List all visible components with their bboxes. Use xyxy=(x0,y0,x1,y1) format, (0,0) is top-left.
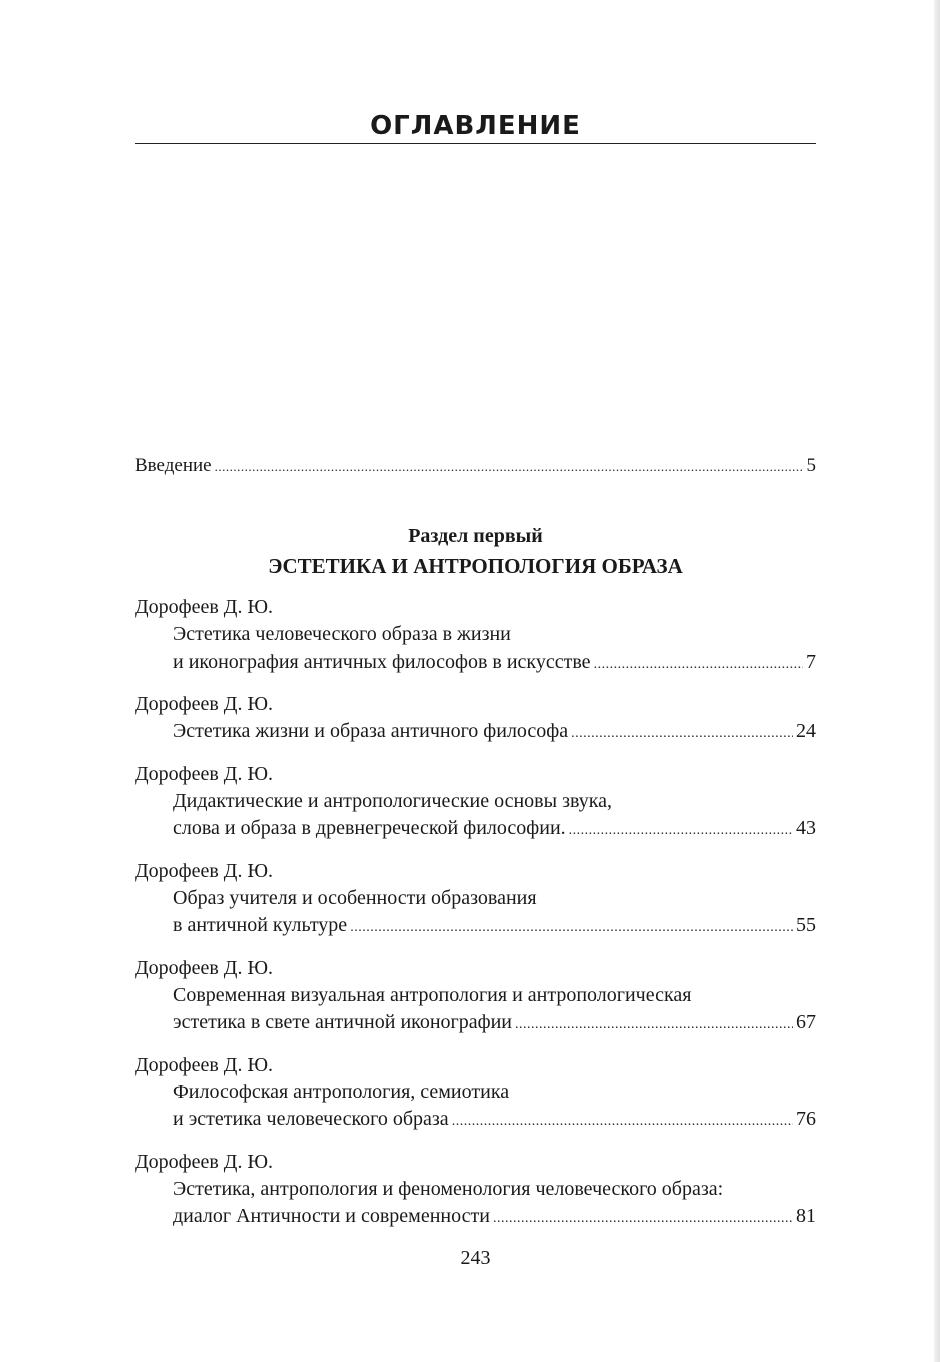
toc-entry xyxy=(135,593,816,678)
toc-author: Дорофеев Д. Ю. xyxy=(135,596,273,618)
toc-author: Дорофеев Д. Ю. xyxy=(135,693,273,715)
toc-author: Дорофеев Д. Ю. xyxy=(135,859,273,882)
toc-author: Дорофеев Д. Ю. xyxy=(135,1053,273,1076)
section-heading xyxy=(135,521,816,581)
toc-page-number: 24 xyxy=(796,720,816,742)
toc-title-text: слова и образа в древнегреческой философии. xyxy=(173,817,566,839)
toc-entry-title: Введение xyxy=(135,455,212,476)
toc-title-line: Эстетика, антропология и феноменология человеческого образа: xyxy=(173,1177,724,1200)
toc-title-text: и эстетика человеческого образа xyxy=(173,1108,449,1130)
toc-page-number: 43 xyxy=(796,817,816,839)
toc-page-number: 5 xyxy=(806,455,816,476)
leader-dots xyxy=(569,817,793,845)
toc-page-number: 81 xyxy=(796,1205,816,1227)
toc-title-text: диалог Античности и современности xyxy=(173,1205,490,1227)
toc-title-last-line xyxy=(135,815,816,845)
toc-title-last-line xyxy=(135,1203,816,1233)
toc-title-last-line xyxy=(135,1009,816,1039)
toc-author: Дорофеев Д. Ю. xyxy=(135,762,273,785)
toc-title-line: Дидактические и антропологические основы звука, xyxy=(173,789,613,812)
toc-title-line: Эстетика человеческого образа в жизни xyxy=(173,623,511,645)
toc-page-number: 55 xyxy=(796,914,816,936)
toc-entry xyxy=(135,954,816,1039)
toc-title-last-line xyxy=(135,718,816,748)
title-rule xyxy=(135,143,816,144)
toc-title-text: и иконография античных философов в искусстве xyxy=(173,650,591,673)
toc-page-number: 67 xyxy=(796,1011,816,1033)
page-number: 243 xyxy=(460,1247,491,1269)
section-title: ЭСТЕТИКА И АНТРОПОЛОГИЯ ОБРАЗА xyxy=(268,554,683,578)
toc-title-last-line xyxy=(135,912,816,942)
toc-title-line: Образ учителя и особенности образования xyxy=(173,886,537,909)
toc-title-line: Философская антропология, семиотика xyxy=(173,1080,510,1103)
toc-entries xyxy=(135,593,816,1245)
toc-page-number: 76 xyxy=(796,1108,816,1130)
leader-dots xyxy=(350,914,793,942)
toc-entry xyxy=(135,690,816,748)
toc-entry-intro xyxy=(135,452,816,481)
leader-dots xyxy=(515,1011,793,1039)
leader-dots xyxy=(571,720,793,748)
toc-title-last-line xyxy=(135,649,816,679)
page-edge xyxy=(934,0,940,1362)
toc-entry xyxy=(135,857,816,942)
toc-entry xyxy=(135,1148,816,1233)
toc-title-text: Эстетика жизни и образа античного философа xyxy=(173,720,569,742)
toc-page-number: 7 xyxy=(806,650,816,673)
toc-entry xyxy=(135,1051,816,1136)
toc-title-last-line xyxy=(135,1106,816,1136)
section-number: Раздел первый xyxy=(408,525,543,547)
toc-author: Дорофеев Д. Ю. xyxy=(135,1150,273,1173)
leader-dots xyxy=(594,651,803,679)
page-title: ОГЛАВЛЕНИЕ xyxy=(370,111,581,141)
toc-title-text: в античной культуре xyxy=(173,914,348,936)
leader-dots xyxy=(452,1108,793,1136)
toc-title-line: Современная визуальная антропология и антропологическая xyxy=(173,983,692,1006)
toc-author: Дорофеев Д. Ю. xyxy=(135,956,273,979)
leader-dots xyxy=(215,453,804,481)
leader-dots xyxy=(493,1205,793,1233)
toc-title-text: эстетика в свете античной иконографии xyxy=(173,1011,512,1033)
toc-entry xyxy=(135,760,816,845)
